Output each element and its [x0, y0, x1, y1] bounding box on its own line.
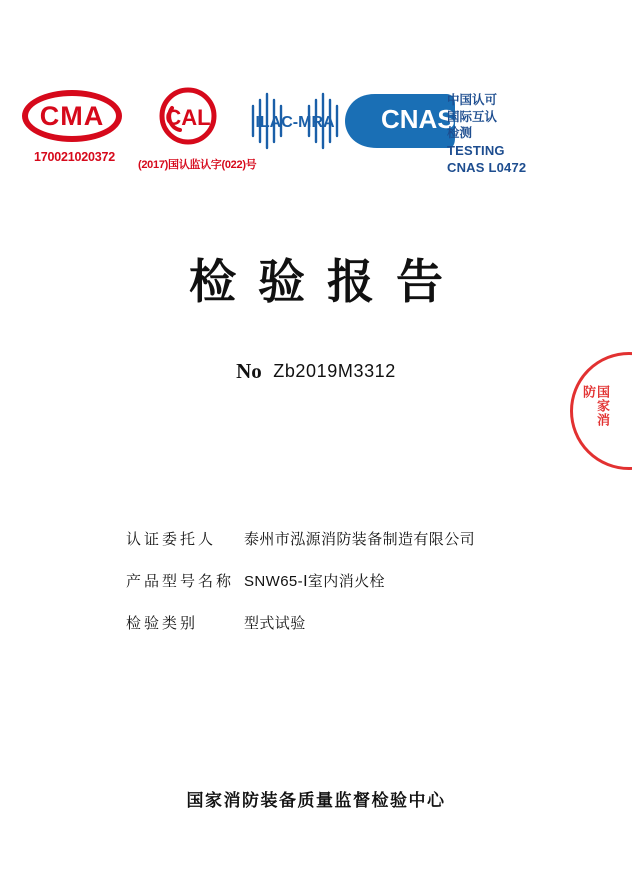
seal-text: 国家消防 — [580, 385, 610, 427]
certification-logo-strip — [0, 82, 632, 192]
cma-logo — [22, 90, 127, 164]
field-label-product-model: 产品型号名称 — [126, 573, 235, 590]
cma-number-label: 170021020372 — [33, 150, 116, 164]
field-row — [126, 570, 546, 591]
number-symbol-label: No — [236, 359, 262, 383]
field-row — [126, 612, 546, 633]
accreditation-line-5: CNAS L0472 — [447, 159, 527, 175]
accreditation-line-1: 中国认可 — [447, 93, 498, 107]
report-number — [0, 358, 632, 383]
cnas-mark-label: CNAS — [381, 104, 455, 134]
accreditation-line-3: 检测 — [447, 126, 473, 140]
cal-logo — [138, 86, 257, 172]
cal-circle-icon — [158, 86, 218, 146]
field-label-client: 认证委托人 — [126, 531, 217, 548]
field-value-client: 泰州市泓源消防装备制造有限公司 — [244, 531, 476, 548]
cal-number-label: (2017)国认监认字(022)号 — [138, 159, 257, 171]
report-number-value: Zb2019M3312 — [273, 361, 396, 381]
ilac-mra-logo — [243, 88, 347, 154]
field-value-product-model: SNW65-Ⅰ室内消火栓 — [244, 573, 385, 590]
cma-oval-icon — [22, 90, 122, 142]
svg-text:CAL: CAL — [165, 105, 211, 130]
svg-text:ILAC-MRA: ILAC-MRA — [255, 114, 335, 131]
cma-mark-label: CMA — [39, 100, 105, 131]
issuing-organization: 国家消防装备质量监督检验中心 — [186, 791, 446, 810]
field-row — [126, 528, 546, 549]
accreditation-line-2: 国际互认 — [447, 109, 498, 124]
ilac-mra-icon — [243, 88, 347, 154]
accreditation-line-4: TESTING — [447, 142, 505, 158]
cnas-logo — [345, 90, 455, 152]
report-fields — [126, 528, 546, 654]
page-title: 检验报告 — [189, 255, 465, 308]
field-value-inspection-type: 型式试验 — [244, 615, 306, 632]
field-label-inspection-type: 检验类别 — [126, 615, 199, 632]
accreditation-text-block — [447, 92, 526, 176]
